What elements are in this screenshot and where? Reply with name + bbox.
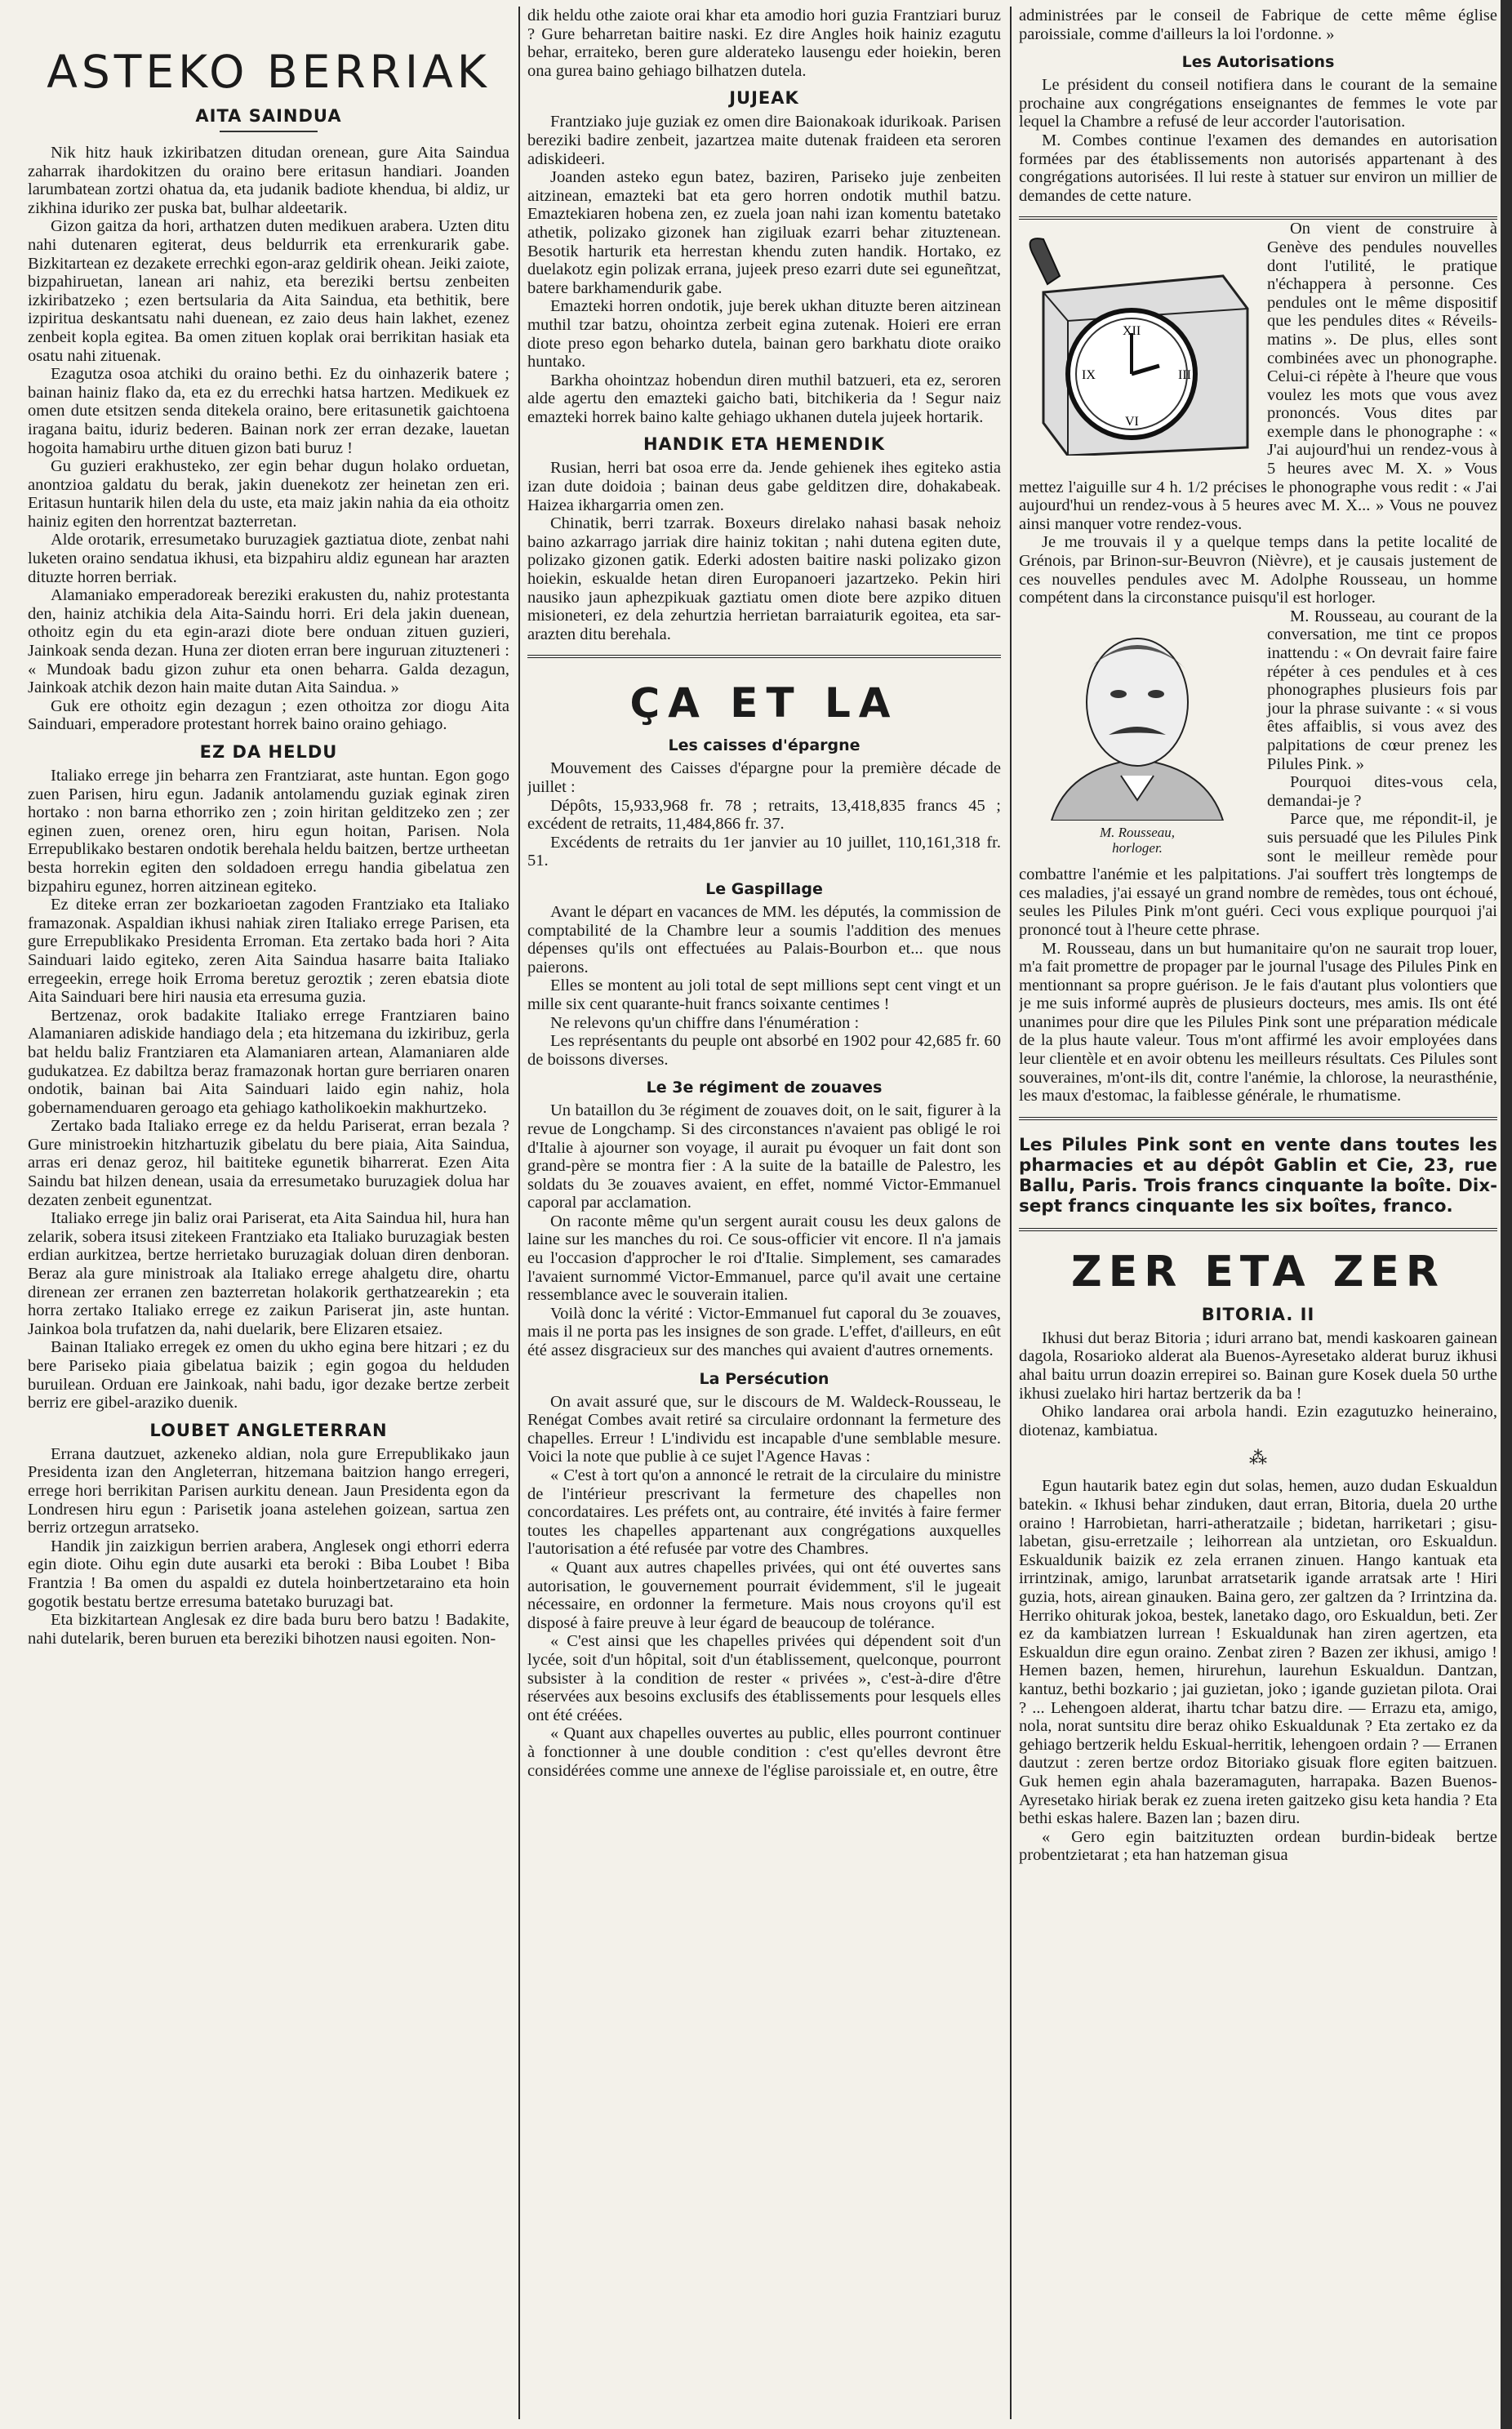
paragraph: M. Rousseau, dans un but humanitaire qu'on ne saurait trop louer, m'a fait promettre de propager par le journal l'usage des Pilules Pink en mentionnant sa propre guérison. Je le fais d'autant plus volontiers que je me suis informé auprès de plusieurs docteurs, mes amis. Ils ont été unanimes pour dire que les Pilules Pink sont une préparation médicale de la plus haute valeur. Tous m'ont affirmé les avoir employées dans leur clientèle et en avoir obtenu les meilleurs résultats. Ces Pilules sont souveraines, m'ont-ils dit, contre l'anémie, la chlorose, la neurasthénie, les maux d'estomac, la faiblesse générale, le rhumatisme. [1019,939,1497,1106]
paragraph: Ezagutza osoa atchiki du oraino bethi. Ez du oinhazerik batere ; bainan hainiz flako da, eta ez du errechki hatsa hartzen. Medikuek ez omen dute etsitzen senda ditekela oraino, bere eritasunetik gaichtoena iragana baitu, iduriz bederen. Bainan nork zer erran dezake, lauetan hogoita hamabiru urthe dituen gizon bati buruz ! [28,365,509,457]
paragraph: « Quant aux autres chapelles privées, qui ont été ouvertes sans autorisation, le gouvernement pourrait évidemment, s'il le jugeait nécessaire, en ordonner la fermeture. Mais nous croyons qu'il est disposé à faire preuve à leur égard de beaucoup de tolérance. [527,1558,1001,1632]
paragraph: Chinatik, berri tzarrak. Boxeurs direlako nahasi basak nehoiz baino azkarrago jarriak dire hainiz tokitan ; nahi dutena egiten dute, polizako gizonen gatik. Ederki adosten baitire naski polizako gizon hoiekin, eskualde hetan diren Europanoeri jazartzeko. Pekin hiri nausiko jaun aphezpikuak gaztiatu omen diote bere azpiko dituen misioneteri, ez dela zehurtzia herrietan barraiaturik egoitea, eta sar-arazten ditu berehala. [527,514,1001,643]
paragraph: Emazteki horren ondotik, juje berek ukhan dituzte beren aitzinean muthil tzar batzu, ohointza zerbeit egina zutenak. Hoieri ere erran diote preso egon beharko dutela, bainan gero barkhatu diote oraiko huntako. [527,297,1001,371]
pink-pills-ad: Les Pilules Pink sont en vente dans toutes les pharmacies et au dépôt Gablin et Cie, 23, rue Ballu, Paris. Trois francs cinquante la boîte. Dix-sept francs cinquante les six boîtes, franco. [1019,1134,1497,1217]
clock-phonograph-illustration [1019,231,1256,456]
paragraph: Voilà donc la vérité : Victor-Emmanuel fut caporal du 3e zouaves, mais il ne porta pas les insignes de son grade. L'effet, d'ailleurs, en eût été assez disgracieux sur des manches qui avaient d'autres ornements. [527,1304,1001,1360]
column-1 [28,7,509,2419]
section-divider [527,655,1001,658]
paragraph: Alde orotarik, erresumetako buruzagiek gaztiatua diote, zenbat nahi luketen oraino sendatua ikhusi, eta bizpahiru aldiz egunean har arazten dituzte horren berriak. [28,531,509,586]
column-rule [518,7,520,2419]
paragraph: Handik jin zaizkigun berrien arabera, Anglesek ongi ethorri ederra egin diote. Oihu egin dute ausarki eta beroki : Biba Loubet ! Biba Frantzia ! Ba omen du aspaldi ez dutela hoinbertzetaraino eta hoin gogotik bestatu bertze erresuma batetako buruzagi bat. [28,1537,509,1611]
paragraph: « Quant aux chapelles ouvertes au public, elles pourront continuer à fonctionner à une double condition : c'est qu'elles devront être considérées comme une annexe de l'église paroissiale et, en outre, être [527,1724,1001,1780]
paragraph: On vient de construire à Genève des pendules nouvelles dont l'utilité, le pratique n'échappera à personne. Ces pendules ont le même dispositif que les pendules dites « Réveils-matins ». De plus, elles sont combinées avec un phonographe. Celui-ci répète à l'heure que vous voulez les mots que vous avez prononcés. Vous dites par exemple dans le phonographe : « J'ai aujourd'hui un rendez-vous à 5 heures avec M. X. » Vous mettez l'aiguille sur 4 h. 1/2 précises le phonographe vous redit : « J'ai aujourd'hui un rendez-vous à 5 heures avec M. X... » Vous ne pouvez ainsi manquer votre rendez-vous. [1019,220,1497,533]
article-title: Le 3e régiment de zouaves [646,1079,883,1097]
paragraph: Gu guzieri erakhusteko, zer egin behar dugun holako orduetan, anontzioa galdatu du berak, jakin duenekotz zer heinetan zen eri. Eritasun huntarik hilen dela du uste, eta maiz jakin nahia da eia othoitz hainiz egiten den horrentzat bazterretan. [28,457,509,531]
svg-text:III: III [1178,368,1191,383]
paragraph: Ohiko landarea orai arbola handi. Ezin ezagutuzko heineraino, diotenaz, kambiatua. [1019,1403,1497,1439]
paragraph: M. Rousseau, au courant de la conversation, me tint ce propos inattendu : « On devrait faire faire répéter à ces pendules et à ces phonographes plusieurs fois par jour la phrase suivante : « si vous êtes affaiblis, si vous avez des palpitations de cœur prenez les Pilules Pink. » [1267,607,1497,773]
article-title: Le Gaspillage [705,879,823,898]
paragraph: Eta bizkitartean Anglesak ez dire bada buru bero batzu ! Badakite, nahi dutelarik, beren buruen eta bereziki bihotzen nausi egoiten. Non- [28,1611,509,1648]
rousseau-portrait [1019,612,1256,821]
paragraph: M. Combes continue l'examen des demandes en autorisation formées par des établissements non autorisés appartenant à des congrégations autorisées. Il lui reste à statuer sur environ un millier de demandes de cette nature. [1019,131,1497,205]
paragraph: Parce que, me répondit-il, je suis persuadé que les Pilules Pink sont le meilleur remède pour combattre l'anémie et les palpitations. J'ai souffert très longtemps de ces maladies, j'ai essayé un grand nombre de remèdes, tous ont échoué, seules les Pilules Pink m'ont guéri. Ceci vous explique pourquoi j'ai prononcé tout à l'heure cette phrase. [1019,810,1497,939]
paragraph: Nik hitz hauk izkiribatzen ditudan orenean, gure Aita Saindua zaharrak ihardokitzen du oraino bere eritasun handiari. Joanden larumbatean zortzi ohatua da, eta judanik badiote khendua, bi aldiz, ur zikhina iduriko zer puska bat, bulhar aldeetarik. [28,144,509,217]
svg-text:XII: XII [1123,324,1141,339]
portrait-caption-role: horloger. [1112,839,1163,856]
section-title: ZER ETA ZER [1071,1247,1445,1297]
paragraph: « C'est ainsi que les chapelles privées qui dépendent soit d'un lycée, soit d'un hôpital, soit d'un établissement, quelconque, pourront subsister à la condition de rester « privées », c'est-à-dire d'être réservées aux besoins exclusifs des établissements pour lesquels elles ont été créées. [527,1632,1001,1724]
paragraph: « C'est à tort qu'on a annoncé le retrait de la circulaire du ministre de l'intérieur prescrivant la fermeture des chapelles non concordataires. Les préfets ont, au contraire, été invités à faire fermer toutes les chapelles appartenant aux congrégations auxquelles l'autorisation a été refusée par votre des Chambres. [527,1466,1001,1559]
article-title: BITORIA. II [1201,1304,1315,1324]
portrait-caption-name: M. Rousseau, [1099,824,1176,840]
paragraph: Elles se montent au joli total de sept millions sept cent vingt et un mille six cent quarante-huit francs soixante centimes ! [527,976,1001,1013]
portrait-block [1019,612,1256,857]
paragraph: Alamaniako emperadoreak bereziki erakusten du, nahiz protestanta den, hainiz atchikia dela Aita-Saindu horri. Eri dela jakin duenean, othoitz egin du eta egin-arazi diote bere onduan zituen guzieri, Jainkoak senda dezan. Huna zer dioten erran bere inguruan zituzteneri : « Mundoak badu gizon zuhur eta onen beharra. Galda dezagun, Jainkoak atchik dezon hain maite dutan Aita Saindua. » [28,586,509,697]
asterism: ⁂ [1249,1448,1267,1469]
column-3 [1019,7,1497,2419]
article-title: LOUBET ANGLETERRAN [149,1420,388,1440]
paragraph: Egun hautarik batez egin dut solas, hemen, auzo dudan Eskualdun batekin. « Ikhusi behar zinduken, daut erran, Bitoria, duela 20 urthe oraino ! Harrobietan, harri-atheratzaile ; bidetan, harriketari ; gisu-labetan, gisu-erretzaile ; leihorrean ala untzietan, oro Eskualdun. Eskualdunik baizik ez zela erranen zinuen. Hango kantuak eta irrintzinak, amigo, larunbat arratsetarik igande arratsak arte ! Hiri guzia, hots, airean ginauken. Baina gero, zer galtzen da ? Irrintzina da. Herriko ohiturak jokoa, bestek, lanetako dago, oro Eskualdun, beti. Zer ez da kambiatzen lurrean ! Eskualdunak han ziren agertzen, eta Eskualdun dire egun oraino. Zenbat ziren ? Bazen zer ikhusi, amigo ! Hemen bazen, hemen, hirurehun, laurehun Eskualdun. Dantzan, kantuz, bethi bozkario ; jai guzietan, joko ; igande guzietan pilota. Orai ? ... Lehengoen alderat, ihartu tchar batzu dire. — Errazu eta, amigo, nola, norat suntsitu dire beraz ohiko Eskualdunak ? Eta zertako ez da gehiago bertzerik heldu Eskual-herritik, lehengoen ordain ? — Erranen dautzut : zeren bertze ordoz Bitoriako gisuak flore egiten baitzuen. Guk hemen egin ahala bazeramaguten, harrapaka. Bazen Buenos-Ayresetako hiriak berak ez zuena ireten gaitzeko gisu keta handia ? Eta bethi eskas halere. Bazen lan ; bazen diru. [1019,1477,1497,1828]
paragraph: Excédents de retraits du 1er janvier au 10 juillet, 110,161,318 fr. 51. [527,833,1001,870]
svg-text:IX: IX [1082,368,1096,383]
paragraph: Guk ere othoitz egin dezagun ; ezen othoitza zor diogu Aita Sainduari, emperadore protestant horrek baino oraino gehiago. [28,696,509,734]
article-title: JUJEAK [729,88,799,109]
paragraph: « Gero egin baitzituzten ordean burdin-bideak bertze probentzietarat ; eta han hatzeman gisua [1019,1827,1497,1865]
section-divider [1019,1117,1497,1120]
page-edge-shadow [1501,0,1512,2429]
paragraph: On avait assuré que, sur le discours de M. Waldeck-Rousseau, le Renégat Combes avait retiré sa circulaire ordonnant la fermeture des chapelles. Erreur ! L'individu est incapable d'une semblable mesure. Voici la note que publie à ce sujet l'Agence Havas : [527,1392,1001,1466]
paragraph: Rusian, herri bat osoa erre da. Jende gehienek ihes egiteko astia izan dute doidoia ; bainan deus gabe gelditzen dire, dohakabeak. Haizea ikhargarria omen zen. [527,459,1001,514]
section-divider [1019,1228,1497,1231]
column-rule [1010,7,1012,2419]
paragraph: Pourquoi dites-vous cela, demandai-je ? [1267,773,1497,810]
article-title: Les caisses d'épargne [668,736,861,755]
paragraph: Gizon gaitza da hori, arthatzen duten medikuen arabera. Uzten ditu nahi dutenaren egiterat, deus beldurrik eta errenkurarik gabe. Bizkitartean ez dezakete errechki egon-araz geldirik ohean. Jeiki zaiote, bizpahiruetan, lanean ari nahiz, eta bereziki bertsu zenbeiten izkiribatzeko ; ezen bertsularia da Aita Saindua, eta bethitik, bere izpiritua deskantsatu nahi duenean, ez zaio deus hain lakhet, ezenez zenbeit kopla egitea. Ba omen zituen koplak orai berrikitan hasiak eta osatu nahi zituenak. [28,217,509,365]
paragraph: Les représentants du peuple ont absorbé en 1902 pour 42,685 fr. 60 de boissons diverses. [527,1032,1001,1069]
article-title: AITA SAINDUA [195,106,342,126]
paragraph: Errana dautzuet, azkeneko aldian, nola gure Errepublikako jaun Presidenta izan den Angleterran, hitzemana baitzion hango erregeri, errege hori berrikitan Parisen aurkitu denean. Jaun Presidenta egon da Londresen hiru egun : Parisetik joana astelehen goizean, sartua zen berriz ortzegun arratseko. [28,1444,509,1537]
title-rule [220,131,318,132]
paragraph: Le président du conseil notifiera dans le courant de la semaine prochaine aux congrégations enseignantes de femmes le vote par lequel la Chambre a refusé de leur accorder l'autorisation. [1019,76,1497,131]
section-title: ÇA ET LA [629,679,899,727]
paragraph: Zertako bada Italiako errege ez da heldu Pariserat, erran bezala ? Gure ministroekin hitzhartuzik gibelatu du bere piaia, Aita Saindua, arras eri denaz geroz, hil baititeke egunetik biharrerat. Ezen Aita Saindu bat hilzen denean, usaia da erresumetako buruzagiek dolua har dezaten zenbeit egunentzat. [28,1117,509,1209]
paragraph: Ne relevons qu'un chiffre dans l'énumération : [550,1013,860,1032]
column-2 [527,7,1001,2419]
article-title: La Persécution [699,1369,829,1388]
paragraph: Bainan Italiako erregek ez omen du ukho egina bere hitzari ; ez du bere Pariseko piaia gibelatua baizik ; egin gogoa du helduden buruilean. Orduan ere Jainkoak, nahi badu, igor dezake bertze zerbeit berriz ere gibel-araziko duenik. [28,1338,509,1412]
paragraph: Ikhusi dut beraz Bitoria ; iduri arrano bat, mendi kaskoaren gainean dagola, Rosarioko alderat ala Buenos-Ayresetako alderat buruz ikhusi ahal baitu urrun doazin errepirei so. Bainan gure Kosek duela 50 urthe ikhusi zuelako hiri hartaz bertzerik da ba ! [1019,1328,1497,1403]
paragraph: Avant le départ en vacances de MM. les députés, la commission de comptabilité de la Chambre leur a soumis l'addition des menues dépenses qu'ils ont effectuées au Palais-Bourbon et... que nous paierons. [527,902,1001,976]
newspaper-page [28,7,1497,2423]
paragraph: Mouvement des Caisses d'épargne pour la première décade de juillet : [527,759,1001,796]
paragraph: Bertzenaz, orok badakite Italiako errege Frantziaren baino Alamaniaren adiskide handiago dela ; eta hitzemana du izkiribuz, gerla bat heldu baliz Frantziaren eta Alamaniaren artean, Alamaniaren alde gudukatzea. Ez dabiltza beraz framazonak hortan gure berriaren onaren ondotik, bainan bai Aita Sainduari laido egin nahiz, hola gobernamenduaren geroago eta gehiago katholikoekin makhurtzeko. [28,1006,509,1117]
paragraph: Joanden asteko egun batez, baziren, Pariseko juje zenbeiten aitzinean, emazteki bat eta gero horren ondotik muthil batzu. Emaztekiaren hobena zen, ez zuela joan nahi izan komentu batetako athetik, polizako gizonek han zigiluak ezarri behar zituztenean. Besotik harturik eta herrestan khendu zuten handik. Hortako, ez duelakotz egin polizak errana, jujeek preso ezarri dute sei eguneñtzat, batere barkhamendurik gabe. [527,168,1001,297]
paragraph: dik heldu othe zaiote orai khar eta amodio hori guzia Frantziari buruz ? Gure beharretan baitire naski. Ez dire Angles hoik hainiz ezagutu behar, erraiteko, beren gure alderateko lausengu eder hoiekin, beren ona gurea baino gehiago bilhatzen dutela. [527,7,1001,80]
paragraph: Italiako errege jin baliz orai Pariserat, eta Aita Saindua hil, hura han zelarik, sobera itsusi zitekeen Frantziako eta Italiako buruzagiak besten erdian aurkitzea, bertze herrietako buruzagiak doluan diren denboran. Beraz ala gure ministroak ala Italiako errege ahalgetu dire, ohartu direnean zer erranen zen bazterretan holakorik gerthatzearekin ; eta horra zertako Italiako errege ez zaikun Pariserat jin, aste huntan. Jainkoa bola trufatzen da, nahi duelarik, bere Elizaren etsaiez. [28,1209,509,1338]
paragraph: Dépôts, 15,933,968 fr. 78 ; retraits, 13,418,835 francs 45 ; excédent de retraits, 11,484,866 fr. 37. [527,796,1001,834]
article-title: Les Autorisations [1181,53,1335,72]
paragraph: On raconte même qu'un sergent aurait cousu les deux galons de laine sur les manches du roi. Ce sous-officier vit encore. Il n'a jamais eu l'occasion d'approcher le roi d'Italie. Simplement, ses camarades l'avaient surnommé Victor-Emmanuel, parce qu'il avait une certaine ressemblance avec le souverain italien. [527,1212,1001,1305]
masthead-title: ASTEKO BERRIAK [47,46,491,98]
paragraph: Italiako errege jin beharra zen Frantziarat, aste huntan. Egon gogo zuen Parisen, hiru egun. Jadanik antolamendu guziak eginak ziren hortako : non barna ethorriko zen ; zoin hiritan gelditzeko zen ; zer eginen zuen, orenez oren, hiru egun hoitan, Parisen. Nola Errepublikako bestaren ondotik berehala heldu baitzen, bertze urtheetan besta horrekin egiten den soldadoen erregu handia gibelatua zen bizpahiru egunez, horren aitzinean egiteko. [28,767,509,896]
paragraph: Un bataillon du 3e régiment de zouaves doit, on le sait, figurer à la revue de Longchamp. Si des circonstances n'avaient pas obligé le roi d'Italie à ajourner son voyage, il aurait pu évoquer un fait dont son grand-père se montra fier : A la suite de la bataille de Palestro, les soldats du 3e zouaves avaient, en effet, nommé Victor-Emmanuel caporal par acclamation. [527,1101,1001,1212]
paragraph: Ez diteke erran zer bozkarioetan zagoden Frantziako eta Italiako framazonak. Aspaldian ikhusi nahiak ziren Italiako errege Parisen, eta gure Errepublikako Presidenta Erroman. Eta zertako bada hori ? Aita Sainduari laido egiteko, zeren Aita Saindua hasarre baita Italiako erregeekin, errege hoik Erroma beretuz geroztik ; zeren ebatsia diote Aita Sainduari bere hiri nausia eta erresuma guzia. [28,896,509,1007]
paragraph: Je me trouvais il y a quelque temps dans la petite localité de Grénois, par Brinon-sur-Beuvron (Nièvre), et je causais justement de ces nouvelles pendules avec M. Adolphe Rousseau, un homme compétent dans la circonstance puisqu'il est horloger. [1019,533,1497,607]
svg-text:VI: VI [1125,415,1139,429]
article-title: EZ DA HELDU [199,742,338,762]
paragraph: administrées par le conseil de Fabrique de cette même église paroissiale, comme d'ailleurs la loi l'ordonne. » [1019,7,1497,43]
article-title: HANDIK ETA HEMENDIK [643,434,886,455]
paragraph: Barkha ohointzaz hobendun diren muthil batzueri, eta ez, seroren alde agertu den emazteki gaicho bati, bitchikeria da ! Segur naiz emazteki horrek baino kalte gehiago ukhanen dutela jujeek hortarik. [527,371,1001,426]
paragraph: Frantziako juje guziak ez omen dire Baionakoak idurikoak. Parisen bereziki badire zenbeit, jazartzea maite dutenak fraideen eta seroren adiskideeri. [527,113,1001,168]
